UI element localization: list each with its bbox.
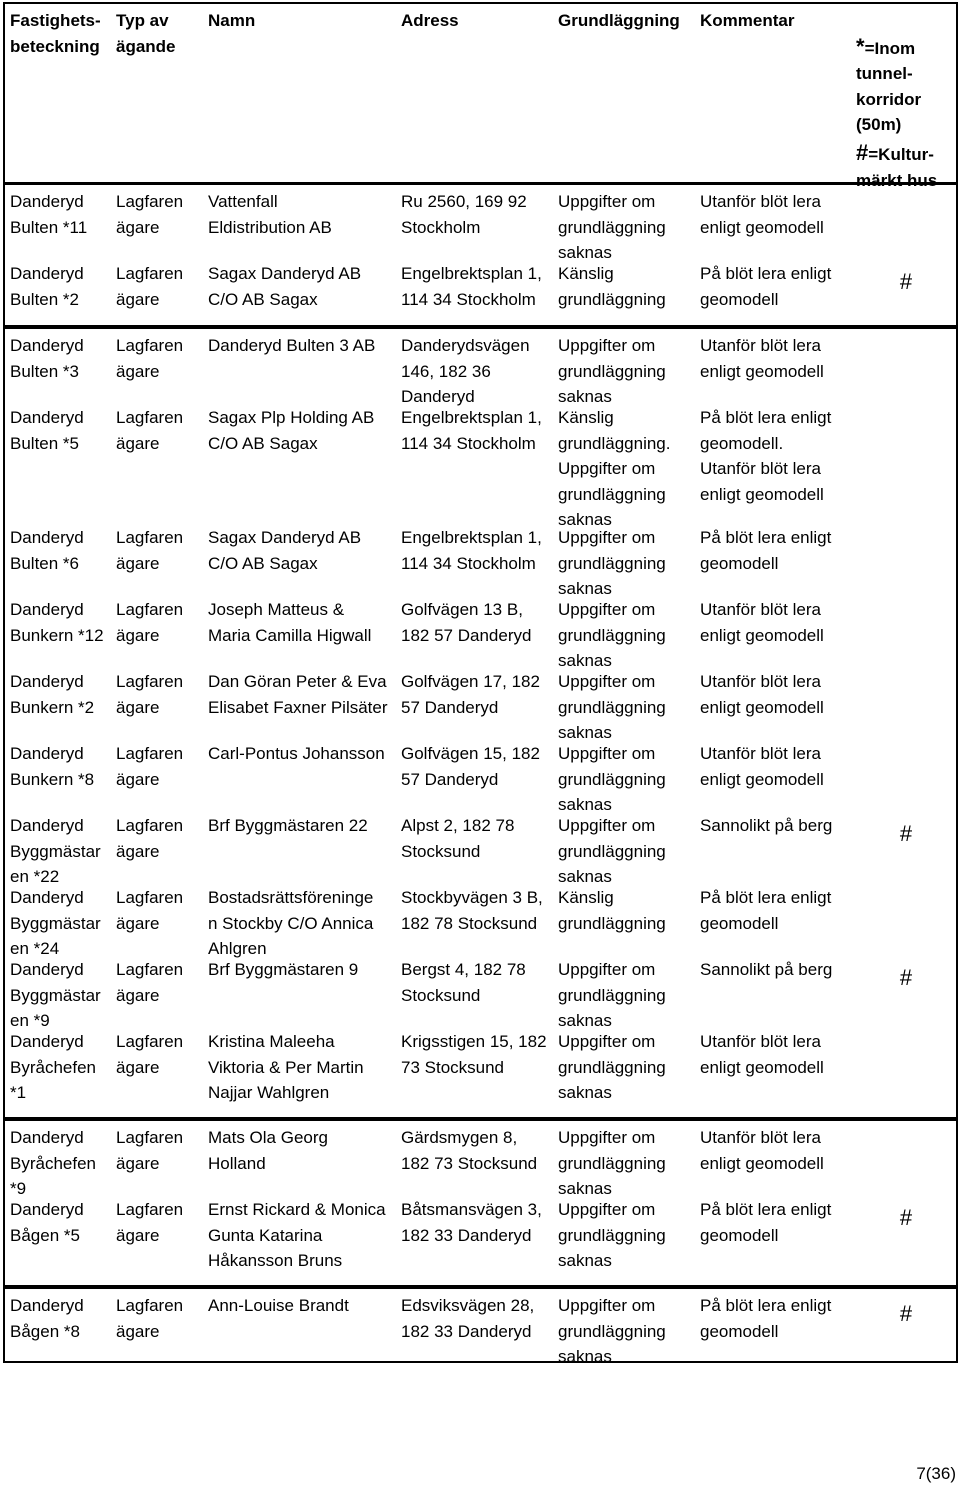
cell-grund: Uppgifter om grundläggning saknas bbox=[558, 816, 666, 887]
cell-fastighet: Danderyd Byggmästar en *9 bbox=[10, 960, 101, 1031]
cell-typ: Lagfaren ägare bbox=[116, 408, 184, 453]
table-block bbox=[3, 1119, 958, 1287]
cell-adress: Krigsstigen 15, 182 73 Stocksund bbox=[401, 1032, 547, 1077]
table-row bbox=[5, 737, 956, 815]
cell-kommentar: Sannolikt på berg bbox=[700, 816, 833, 835]
cell-grund: Uppgifter om grundläggning saknas bbox=[558, 192, 666, 263]
cell-typ: Lagfaren ägare bbox=[116, 264, 184, 309]
cell-adress: Gärdsmygen 8, 182 73 Stocksund bbox=[401, 1128, 538, 1173]
cell-kommentar: Utanför blöt lera enligt geomodell bbox=[700, 1032, 824, 1077]
header-typ: Typ av ägande bbox=[116, 11, 176, 56]
cell-typ: Lagfaren ägare bbox=[116, 816, 184, 861]
table-row bbox=[5, 593, 956, 671]
cell-mark bbox=[853, 593, 958, 605]
table-row bbox=[5, 401, 956, 530]
table-row bbox=[5, 1289, 956, 1367]
cell-adress: Engelbrektsplan 1, 114 34 Stockholm bbox=[401, 264, 542, 309]
legend-hash-text: =Kultur- märkt hus bbox=[856, 144, 938, 190]
cell-kommentar: Utanför blöt lera enligt geomodell bbox=[700, 336, 824, 381]
table-header bbox=[3, 2, 958, 190]
table-row bbox=[5, 1193, 956, 1289]
cell-mark: # bbox=[899, 1301, 913, 1326]
table-row bbox=[5, 809, 956, 887]
table-row bbox=[5, 1025, 956, 1121]
cell-grund: Uppgifter om grundläggning saknas bbox=[558, 1128, 666, 1199]
cell-namn: Joseph Matteus & Maria Camilla Higwall bbox=[208, 600, 372, 645]
cell-namn: Brf Byggmästaren 22 bbox=[208, 816, 368, 835]
cell-mark: # bbox=[899, 821, 913, 846]
cell-mark bbox=[853, 881, 958, 893]
cell-fastighet: Danderyd Bågen *8 bbox=[10, 1296, 84, 1341]
cell-grund: Uppgifter om grundläggning saknas bbox=[558, 1296, 666, 1367]
cell-kommentar: Utanför blöt lera enligt geomodell bbox=[700, 672, 824, 717]
table-block bbox=[3, 183, 958, 327]
cell-kommentar: Utanför blöt lera enligt geomodell bbox=[700, 192, 824, 237]
cell-namn: Brf Byggmästaren 9 bbox=[208, 960, 359, 979]
cell-adress: Danderydsvägen 146, 182 36 Danderyd bbox=[401, 336, 530, 407]
cell-namn: Dan Göran Peter & Eva Elisabet Faxner Pilsäter bbox=[208, 672, 388, 717]
cell-grund: Uppgifter om grundläggning saknas bbox=[558, 600, 666, 671]
table-row bbox=[5, 185, 956, 263]
cell-namn: Sagax Danderyd AB C/O AB Sagax bbox=[208, 528, 362, 573]
cell-mark: # bbox=[899, 965, 913, 990]
header-fastighet: Fastighets- beteckning bbox=[10, 11, 101, 56]
legend-hash-symbol: # bbox=[856, 139, 869, 165]
cell-namn: Carl-Pontus Johansson bbox=[208, 744, 385, 763]
cell-mark: # bbox=[899, 1205, 913, 1230]
cell-typ: Lagfaren ägare bbox=[116, 888, 184, 933]
cell-fastighet: Danderyd Bulten *2 bbox=[10, 264, 84, 309]
cell-kommentar: Utanför blöt lera enligt geomodell bbox=[700, 1128, 824, 1173]
cell-adress: Edsviksvägen 28, 182 33 Danderyd bbox=[401, 1296, 535, 1341]
cell-typ: Lagfaren ägare bbox=[116, 960, 184, 1005]
cell-kommentar: På blöt lera enligt geomodell bbox=[700, 528, 832, 573]
cell-namn: Danderyd Bulten 3 AB bbox=[208, 336, 376, 355]
cell-typ: Lagfaren ägare bbox=[116, 192, 184, 237]
cell-namn: Kristina Maleeha Viktoria & Per Martin Najjar Wahlgren bbox=[208, 1032, 364, 1103]
cell-fastighet: Danderyd Bulten *11 bbox=[10, 192, 88, 237]
cell-namn: Sagax Danderyd AB C/O AB Sagax bbox=[208, 264, 362, 309]
cell-fastighet: Danderyd Byråchefen *9 bbox=[10, 1128, 96, 1199]
table-row bbox=[5, 521, 956, 599]
cell-grund: Känslig grundläggning bbox=[558, 264, 666, 309]
header-kommentar: Kommentar bbox=[700, 11, 795, 30]
cell-fastighet: Danderyd Bunkern *2 bbox=[10, 672, 95, 717]
cell-typ: Lagfaren ägare bbox=[116, 1032, 184, 1077]
cell-fastighet: Danderyd Byggmästar en *22 bbox=[10, 816, 101, 887]
cell-fastighet: Danderyd Byggmästar en *24 bbox=[10, 888, 101, 959]
cell-kommentar: Utanför blöt lera enligt geomodell bbox=[700, 744, 824, 789]
table-row bbox=[5, 881, 956, 959]
cell-adress: Ru 2560, 169 92 Stockholm bbox=[401, 192, 527, 237]
table-block bbox=[3, 327, 958, 1119]
cell-mark bbox=[853, 521, 958, 533]
cell-typ: Lagfaren ägare bbox=[116, 1296, 184, 1341]
cell-kommentar: På blöt lera enligt geomodell bbox=[700, 1296, 832, 1341]
cell-kommentar: Sannolikt på berg bbox=[700, 960, 833, 979]
cell-fastighet: Danderyd Bunkern *8 bbox=[10, 744, 95, 789]
cell-typ: Lagfaren ägare bbox=[116, 672, 184, 717]
cell-adress: Alpst 2, 182 78 Stocksund bbox=[401, 816, 515, 861]
cell-mark bbox=[853, 185, 958, 197]
cell-typ: Lagfaren ägare bbox=[116, 336, 184, 381]
cell-grund: Uppgifter om grundläggning saknas bbox=[558, 744, 666, 815]
cell-namn: Ernst Rickard & Monica Gunta Katarina Håkansson Bruns bbox=[208, 1200, 386, 1271]
cell-namn: Mats Ola Georg Holland bbox=[208, 1128, 328, 1173]
cell-mark bbox=[853, 401, 958, 413]
cell-fastighet: Danderyd Bulten *6 bbox=[10, 528, 84, 573]
cell-namn: Bostadsrättsföreninge n Stockby C/O Annica Ahlgren bbox=[208, 888, 374, 959]
cell-kommentar: Utanför blöt lera enligt geomodell bbox=[700, 600, 824, 645]
cell-adress: Bergst 4, 182 78 Stocksund bbox=[401, 960, 526, 1005]
cell-adress: Golfvägen 13 B, 182 57 Danderyd bbox=[401, 600, 532, 645]
cell-mark bbox=[853, 737, 958, 749]
table-row bbox=[5, 257, 956, 329]
cell-namn: Sagax Plp Holding AB C/O AB Sagax bbox=[208, 408, 375, 453]
cell-kommentar: På blöt lera enligt geomodell bbox=[700, 1200, 832, 1245]
cell-adress: Golfvägen 15, 182 57 Danderyd bbox=[401, 744, 540, 789]
cell-namn: Ann-Louise Brandt bbox=[208, 1296, 349, 1315]
legend-star-symbol: * bbox=[856, 33, 865, 59]
cell-mark bbox=[853, 665, 958, 677]
cell-fastighet: Danderyd Bunkern *12 bbox=[10, 600, 104, 645]
cell-fastighet: Danderyd Bulten *3 bbox=[10, 336, 84, 381]
cell-grund: Uppgifter om grundläggning saknas bbox=[558, 960, 666, 1031]
cell-mark: # bbox=[899, 269, 913, 294]
cell-adress: Stockbyvägen 3 B, 182 78 Stocksund bbox=[401, 888, 543, 933]
cell-grund: Känslig grundläggning. Uppgifter om grundläggning saknas bbox=[558, 408, 671, 530]
cell-typ: Lagfaren ägare bbox=[116, 600, 184, 645]
cell-grund: Uppgifter om grundläggning saknas bbox=[558, 528, 666, 599]
cell-typ: Lagfaren ägare bbox=[116, 528, 184, 573]
cell-namn: Vattenfall Eldistribution AB bbox=[208, 192, 332, 237]
table-row bbox=[5, 329, 956, 407]
cell-typ: Lagfaren ägare bbox=[116, 1128, 184, 1173]
cell-adress: Båtsmansvägen 3, 182 33 Danderyd bbox=[401, 1200, 542, 1245]
header-grund: Grundläggning bbox=[558, 11, 680, 30]
cell-grund: Uppgifter om grundläggning saknas bbox=[558, 672, 666, 743]
cell-mark bbox=[853, 1025, 958, 1037]
cell-typ: Lagfaren ägare bbox=[116, 1200, 184, 1245]
table-row bbox=[5, 953, 956, 1031]
page-number: 7(36) bbox=[916, 1464, 956, 1483]
table-row bbox=[5, 1121, 956, 1199]
cell-mark bbox=[853, 329, 958, 341]
cell-adress: Engelbrektsplan 1, 114 34 Stockholm bbox=[401, 528, 542, 573]
cell-grund: Uppgifter om grundläggning saknas bbox=[558, 1200, 666, 1271]
header-namn: Namn bbox=[208, 11, 256, 30]
cell-fastighet: Danderyd Bulten *5 bbox=[10, 408, 84, 453]
cell-kommentar: På blöt lera enligt geomodell bbox=[700, 264, 832, 309]
cell-typ: Lagfaren ägare bbox=[116, 744, 184, 789]
table-block bbox=[3, 1287, 958, 1367]
cell-mark bbox=[853, 1121, 958, 1133]
table-row bbox=[5, 665, 956, 743]
cell-adress: Golfvägen 17, 182 57 Danderyd bbox=[401, 672, 540, 717]
cell-kommentar: På blöt lera enligt geomodell bbox=[700, 888, 832, 933]
header-adress: Adress bbox=[401, 11, 459, 30]
cell-adress: Engelbrektsplan 1, 114 34 Stockholm bbox=[401, 408, 542, 453]
cell-grund: Känslig grundläggning bbox=[558, 888, 666, 933]
cell-fastighet: Danderyd Byråchefen *1 bbox=[10, 1032, 96, 1103]
cell-grund: Uppgifter om grundläggning saknas bbox=[558, 336, 666, 407]
legend-star-text: =Inom tunnel- korridor (50m) bbox=[856, 38, 922, 135]
cell-fastighet: Danderyd Bågen *5 bbox=[10, 1200, 84, 1245]
cell-grund: Uppgifter om grundläggning saknas bbox=[558, 1032, 666, 1103]
cell-kommentar: På blöt lera enligt geomodell. Utanför blöt lera enligt geomodell bbox=[700, 408, 832, 504]
